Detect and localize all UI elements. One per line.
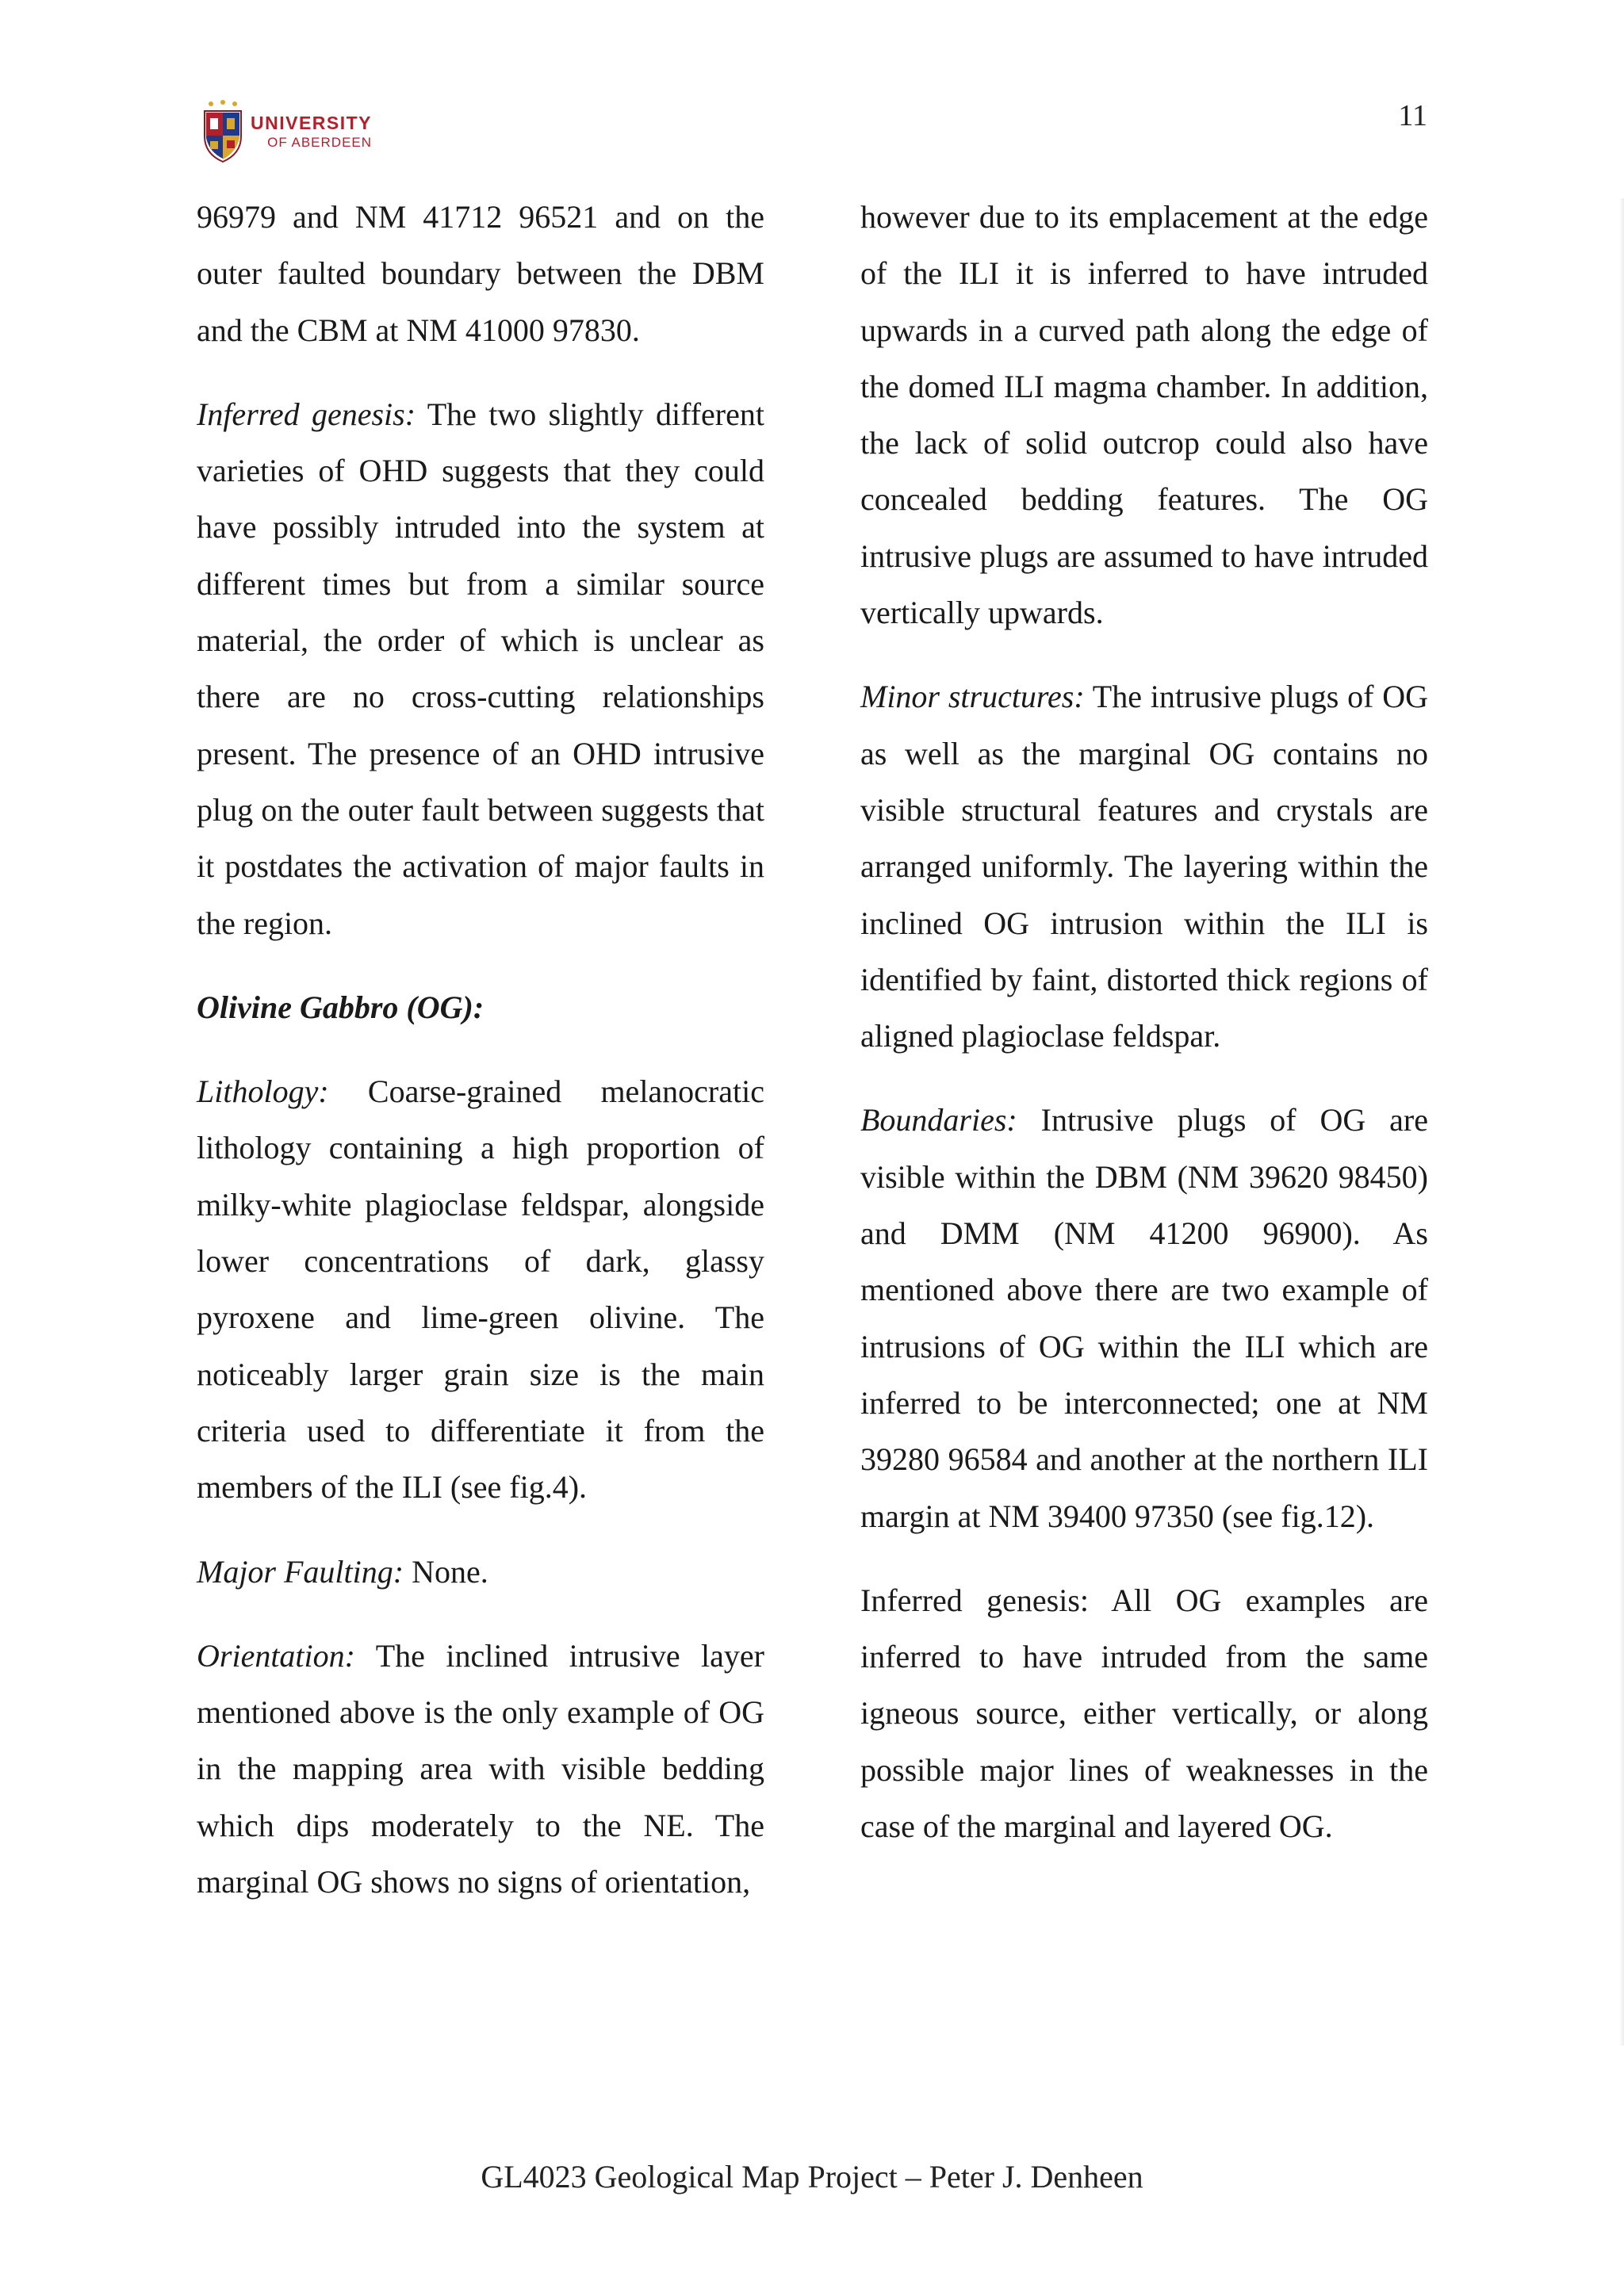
left-column xyxy=(197,189,764,1938)
paragraph-boundaries-continued: 96979 and NM 41712 96521 and on the outer faulted boundary between the DBM and the CBM at NM 41000 97830. xyxy=(197,199,764,348)
paragraph-inferred-genesis-og: Inferred genesis: All OG examples are inferred to have intruded from the same igneous source, either vertically, or along possible major lines of weaknesses in the case of the marginal and layered OG. xyxy=(860,1582,1428,1845)
paragraph-boundaries xyxy=(860,1092,1428,1544)
page-footer: GL4023 Geological Map Project – Peter J. Denheen xyxy=(481,2159,1143,2195)
paragraph-orientation xyxy=(197,1628,764,1910)
section-heading-olivine-gabbro: Olivine Gabbro (OG): xyxy=(197,989,485,1025)
major-faulting-text: None. xyxy=(404,1553,488,1590)
logo-line-university: UNIVERSITY xyxy=(251,113,373,133)
paragraph-orientation-continued: however due to its emplacement at the edge of the ILI it is inferred to have intruded upwards in a curved path along the edge of the domed ILI magma chamber. In addition, the lack of solid outcrop could also have concealed bedding features. The OG intrusive plugs are assumed to have intruded vertically upwards. xyxy=(860,199,1428,631)
paragraph-lithology xyxy=(197,1063,764,1515)
major-faulting-label: Major Faulting: xyxy=(197,1553,404,1590)
orientation-label: Orientation: xyxy=(197,1637,355,1674)
paragraph-inferred-genesis-ohd xyxy=(197,386,764,951)
inferred-genesis-label: Inferred genesis: xyxy=(197,396,416,432)
university-crest-icon xyxy=(201,98,244,165)
lithology-label: Lithology: xyxy=(197,1073,329,1110)
minor-structures-text: The intrusive plugs of OG as well as the marginal OG contains no visible structural features and crystals are arranged uniformly. The layering within the inclined OG intrusion within the ILI is identified by faint, distorted thick regions of aligned plagioclase feldspar. xyxy=(860,679,1429,1054)
page-number: 11 xyxy=(1398,99,1427,132)
boundaries-label: Boundaries: xyxy=(860,1102,1017,1138)
right-column xyxy=(860,189,1428,1882)
university-logo xyxy=(201,98,372,165)
lithology-text: Coarse-grained melanocratic lithology containing a high proportion of milky-white plagioclase feldspar, alongside lower concentrations of dark, glassy pyroxene and lime-green olivine. The noticeably larger grain size is the main criteria used to differentiate it from the members of the ILI (see fig.4). xyxy=(197,1073,764,1506)
page-edge xyxy=(1619,198,1624,2045)
paragraph-minor-structures xyxy=(860,668,1428,1064)
logo-line-aberdeen: OF ABERDEEN xyxy=(267,135,373,150)
paragraph-major-faulting xyxy=(197,1544,764,1600)
minor-structures-label: Minor structures: xyxy=(860,679,1085,715)
boundaries-text: Intrusive plugs of OG are visible within the DBM (NM 39620 98450) and DMM (NM 41200 96900). As mentioned above there are two example of intrusions of OG within the ILI which are inferred to be interconnected; one at NM 39280 96584 and another at the northern ILI margin at NM 39400 97350 (see fig.12). xyxy=(860,1102,1428,1534)
inferred-genesis-text: The two slightly different varieties of OHD suggests that they could have possibly intruded into the system at different times but from a similar source material, the order of which is unclear as there are no cross-cutting relationships present. The presence of an OHD intrusive plug on the outer fault between suggests that it postdates the activation of major faults in the region. xyxy=(197,396,764,941)
orientation-text: The inclined intrusive layer mentioned above is the only example of OG in the mapping area with visible bedding which dips moderately to the NE. The marginal OG shows no signs of orientation, xyxy=(197,1637,764,1900)
